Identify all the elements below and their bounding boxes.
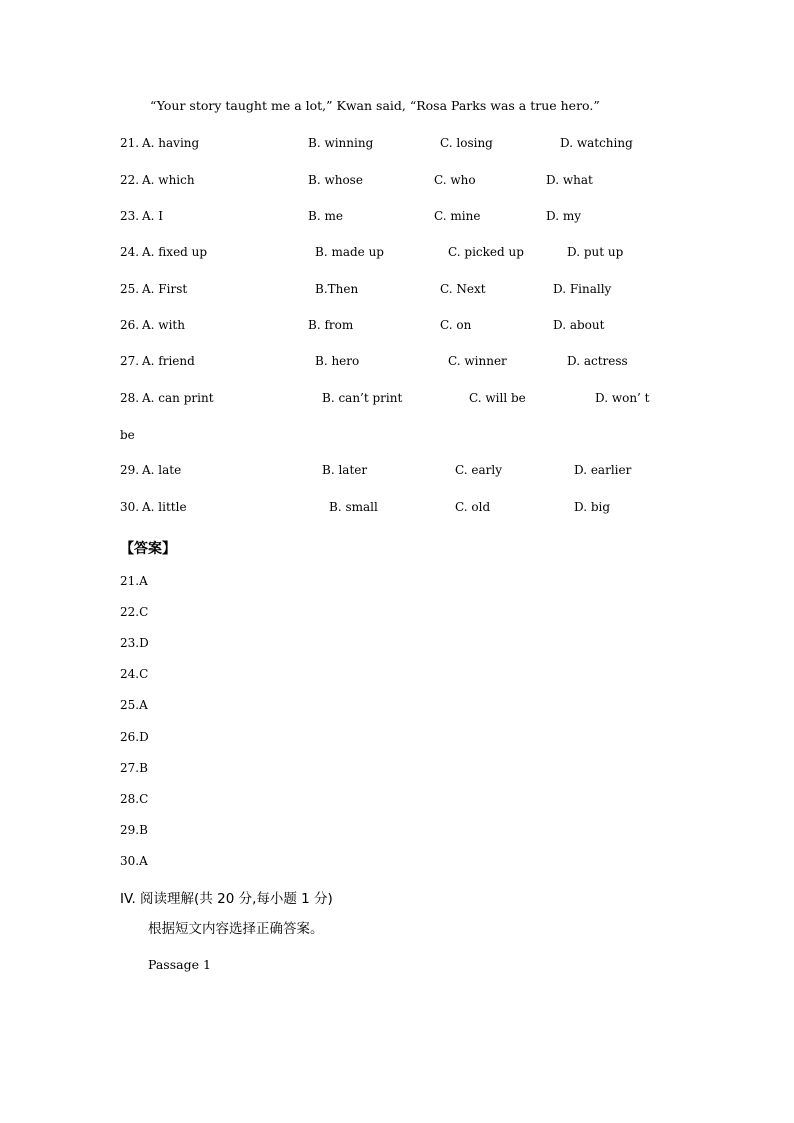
section-title: IV. 阅读理解(共 20 分,每小题 1 分) [120, 891, 333, 907]
option-d: D. actress [567, 354, 628, 368]
option-a: A. fixed up [142, 245, 208, 259]
question-row [120, 173, 700, 193]
question-number: 30. [120, 500, 140, 514]
passage-label: Passage 1 [148, 957, 211, 972]
answer-item: 22.C [120, 605, 149, 619]
option-d: D. my [546, 209, 581, 223]
option-d: D. watching [560, 136, 633, 150]
option-c: C. winner [448, 354, 507, 368]
option-c: C. on [440, 318, 472, 332]
question-row [120, 318, 700, 338]
option-c: C. losing [440, 136, 493, 150]
option-a: A. friend [142, 354, 195, 368]
option-c: C. early [455, 463, 502, 477]
question-number: 28. [120, 391, 140, 405]
question-row [120, 282, 700, 302]
answer-item: 23.D [120, 636, 149, 650]
question-row [120, 391, 700, 411]
option-d: D. won’ t [595, 391, 650, 405]
answer-item: 21.A [120, 574, 148, 588]
option-b: B. from [308, 318, 354, 332]
option-d: D. big [574, 500, 611, 514]
answer-item: 26.D [120, 730, 149, 744]
question-number: 24. [120, 245, 140, 259]
option-d: D. earlier [574, 463, 632, 477]
option-a: A. can print [142, 391, 214, 405]
option-b: B. made up [315, 245, 384, 259]
option-d-continued: be [120, 428, 135, 442]
question-number: 25. [120, 282, 140, 296]
answer-header: 【答案】 [120, 541, 176, 557]
answer-item: 29.B [120, 823, 148, 837]
question-row [120, 136, 700, 156]
question-number: 29. [120, 463, 140, 477]
option-a: A. First [142, 282, 188, 296]
question-number: 27. [120, 354, 140, 368]
answer-item: 28.C [120, 792, 149, 806]
option-b: B. hero [315, 354, 360, 368]
option-c: C. mine [434, 209, 481, 223]
question-number: 26. [120, 318, 140, 332]
option-b: B.Then [315, 282, 359, 296]
option-c: C. Next [440, 282, 486, 296]
instruction-text: 根据短文内容选择正确答案。 [148, 921, 324, 937]
question-row [120, 354, 700, 374]
option-c: C. who [434, 173, 476, 187]
question-row [120, 500, 700, 520]
option-b: B. me [308, 209, 343, 223]
question-number: 23. [120, 209, 140, 223]
question-number: 21. [120, 136, 140, 150]
answer-item: 24.C [120, 667, 149, 681]
option-d: D. Finally [553, 282, 612, 296]
question-number: 22. [120, 173, 140, 187]
answer-item: 27.B [120, 761, 148, 775]
option-d: D. what [546, 173, 593, 187]
question-row [120, 209, 700, 229]
option-b: B. winning [308, 136, 374, 150]
option-b: B. later [322, 463, 368, 477]
question-row [120, 463, 700, 483]
answer-item: 30.A [120, 854, 148, 868]
option-a: A. late [142, 463, 182, 477]
option-c: C. picked up [448, 245, 524, 259]
option-a: A. little [142, 500, 187, 514]
option-a: A. which [142, 173, 195, 187]
option-c: C. will be [469, 391, 526, 405]
answer-item: 25.A [120, 698, 148, 712]
option-c: C. old [455, 500, 491, 514]
option-b: B. can’t print [322, 391, 403, 405]
option-b: B. whose [308, 173, 363, 187]
option-a: A. having [142, 136, 200, 150]
option-d: D. put up [567, 245, 624, 259]
option-d: D. about [553, 318, 605, 332]
option-a: A. with [142, 318, 185, 332]
option-a: A. I [142, 209, 164, 223]
question-row [120, 245, 700, 265]
option-b: B. small [329, 500, 378, 514]
quote-line: “Your story taught me a lot,” Kwan said, “Rosa Parks was a true hero.” [150, 98, 600, 113]
